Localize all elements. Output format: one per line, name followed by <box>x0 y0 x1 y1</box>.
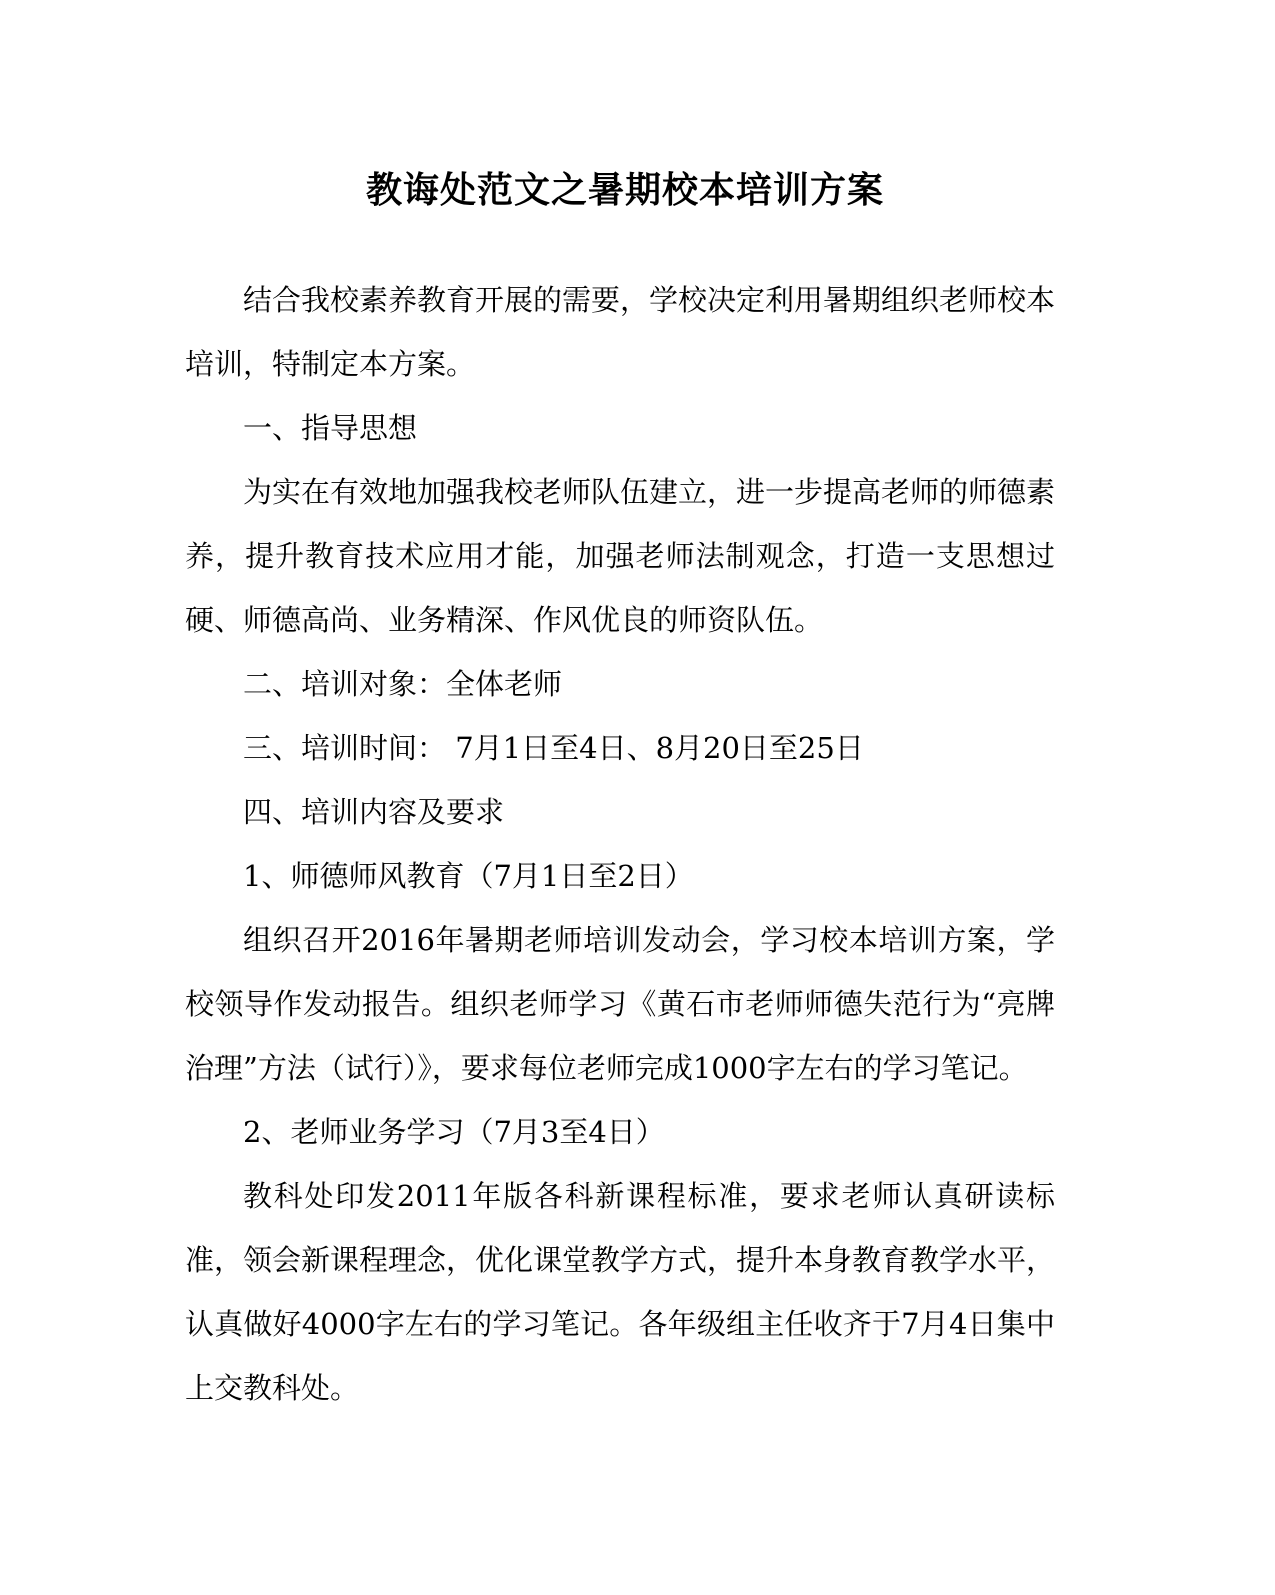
section-heading-training-time: 三、培训时间： 7月1日至4日、8月20日至25日 <box>243 731 864 765</box>
intro-paragraph: 结合我校素养教育开展的需要，学校决定利用暑期组织老师校本培训，特制定本方案。 <box>185 283 1056 381</box>
subsection-heading-ethics: 1、师德师风教育（7月1日至2日） <box>243 859 694 893</box>
document-title: 教诲处范文之暑期校本培训方案 <box>365 169 884 211</box>
subsection-heading-professional-study: 2、老师业务学习（7月3至4日） <box>243 1115 665 1149</box>
section-heading-guiding-idea: 一、指导思想 <box>243 411 418 445</box>
ethics-paragraph: 组织召开2016年暑期老师培训发动会，学习校本培训方案，学校领导作发动报告。组织老师学习《黄石市老师师德失范行为“亮牌治理”方法（试行）》，要求每位老师完成1000字左右的学习笔记。 <box>185 923 1055 1085</box>
document-body <box>185 268 1055 1420</box>
section-heading-training-content: 四、培训内容及要求 <box>243 795 505 829</box>
professional-study-paragraph: 教科处印发2011年版各科新课程标准，要求老师认真研读标准，领会新课程理念，优化课堂教学方式，提升本身教育教学水平，认真做好4000字左右的学习笔记。各年级组主任收齐于7月4日集中上交教科处。 <box>185 1179 1056 1405</box>
guiding-idea-paragraph: 为实在有效地加强我校老师队伍建立，进一步提高老师的师德素养，提升教育技术应用才能，加强老师法制观念，打造一支思想过硬、师德高尚、业务精深、作风优良的师资队伍。 <box>185 475 1056 637</box>
section-heading-training-target: 二、培训对象：全体老师 <box>243 667 563 701</box>
